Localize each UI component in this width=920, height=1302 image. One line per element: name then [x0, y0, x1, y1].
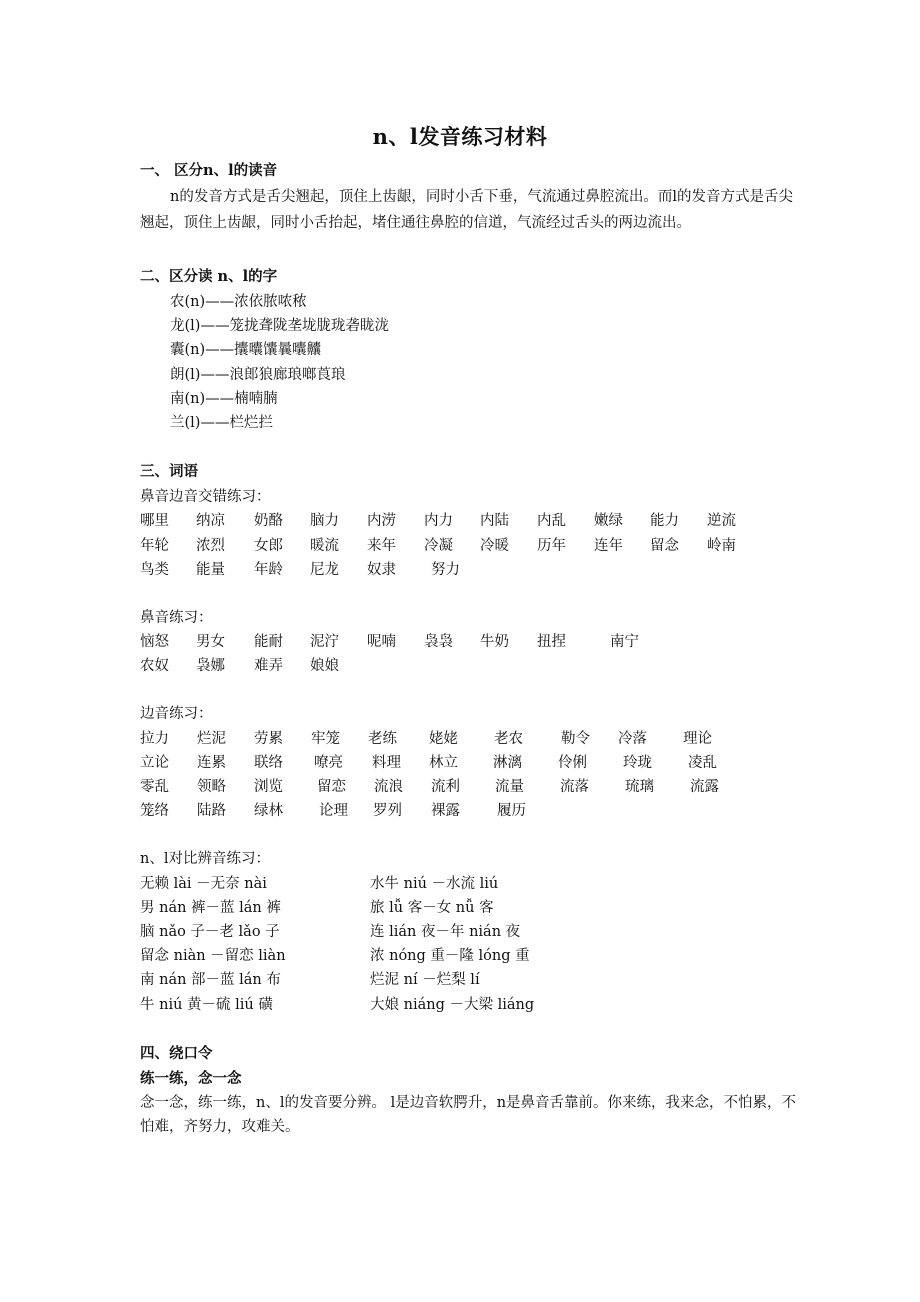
word: 尼龙 — [310, 561, 339, 578]
word: 玲珑 — [623, 754, 652, 771]
word: 罗列 — [373, 803, 402, 820]
word: 流浪 — [374, 779, 403, 795]
contrast-row — [140, 944, 800, 968]
word-row — [140, 775, 800, 799]
word: 恼怒 — [140, 634, 169, 651]
word: 来年 — [367, 537, 396, 554]
contrast-right: 浓 nóng 重－隆 lóng 重 — [370, 948, 530, 965]
word: 流露 — [690, 779, 719, 795]
word: 能量 — [196, 561, 225, 578]
word: 奶酪 — [254, 513, 283, 530]
word: 内乱 — [537, 513, 566, 530]
word: 留念 — [650, 537, 679, 554]
word-row — [140, 654, 800, 678]
contrast-row — [140, 920, 800, 944]
word: 浏览 — [254, 779, 283, 795]
contrast-right: 旅 lǚ 客－女 nǚ 客 — [370, 899, 494, 916]
tongue-twister-text: 念一念，练一练，n、l的发音要分辨。 l是边音软腭升，n是鼻音舌靠前。你来练，我来念，不怕累，不怕难，齐努力，攻难关。 — [140, 1094, 797, 1135]
word: 努力 — [431, 561, 460, 578]
char-group-line: 囊(n)——攮囔馕曩囔齉 — [170, 342, 322, 359]
word: 流利 — [431, 779, 460, 795]
word: 男女 — [196, 634, 225, 651]
word: 纳凉 — [196, 513, 225, 530]
word: 岭南 — [707, 537, 736, 554]
word: 冷落 — [618, 730, 647, 747]
word: 女郎 — [254, 537, 283, 554]
char-group-line: 兰(l)——栏烂拦 — [170, 414, 273, 431]
contrast-practice-label: n、l对比辨音练习： — [140, 851, 270, 868]
word: 逆流 — [707, 513, 736, 530]
word-row — [140, 799, 800, 823]
word: 内陆 — [480, 513, 509, 530]
word: 老练 — [368, 730, 397, 747]
word: 论理 — [319, 803, 348, 820]
word: 扭捏 — [537, 634, 566, 651]
contrast-row — [140, 993, 800, 1017]
word: 流量 — [495, 779, 524, 795]
word: 内涝 — [367, 513, 396, 530]
word: 笼络 — [140, 803, 169, 820]
word: 奴隶 — [367, 561, 396, 578]
word: 鸟类 — [140, 561, 169, 578]
word: 勒令 — [561, 730, 590, 747]
word: 连累 — [197, 754, 226, 771]
word: 烂泥 — [197, 730, 226, 747]
contrast-left: 南 nán 部－蓝 lán 布 — [140, 972, 281, 989]
word: 呢喃 — [367, 634, 396, 651]
contrast-right: 水牛 niú －水流 liú — [370, 875, 499, 892]
char-group-line: 农(n)——浓依脓哝秾 — [170, 294, 307, 310]
word: 领略 — [197, 779, 226, 795]
word: 能耐 — [254, 634, 283, 651]
word: 陆路 — [197, 803, 226, 820]
word: 老农 — [494, 730, 523, 747]
section-3-heading: 三、词语 — [140, 463, 198, 481]
contrast-left: 牛 niú 黄－硫 liú 磺 — [140, 996, 273, 1013]
word: 拉力 — [140, 730, 169, 747]
word: 嫩绿 — [594, 513, 623, 530]
word: 脑力 — [310, 513, 339, 530]
word: 难弄 — [254, 658, 283, 675]
word: 内力 — [424, 513, 453, 530]
contrast-right: 烂泥 ní －烂梨 lí — [370, 972, 480, 989]
contrast-left: 无赖 lài －无奈 nài — [140, 875, 267, 892]
section-1-text: n的发音方式是舌尖翘起，顶住上齿龈，同时小舌下垂，气流通过鼻腔流出。而l的发音方式是舌尖翘起，顶住上齿龈，同时小舌抬起，堵住通往鼻腔的信道，气流经过舌头的两边流出。 — [140, 189, 793, 231]
nasal-practice-label: 鼻音练习： — [140, 609, 213, 626]
word: 联络 — [254, 754, 283, 771]
word: 立论 — [140, 754, 169, 771]
word: 农奴 — [140, 658, 169, 675]
page-title: n、l发音练习材料 — [372, 124, 548, 149]
document-body — [140, 158, 800, 1139]
word-row — [140, 751, 800, 775]
word: 裸露 — [431, 803, 460, 820]
word-row — [140, 534, 800, 558]
mixed-practice-label: 鼻音边音交错练习： — [140, 489, 271, 506]
section-2-heading: 二、区分读 n、l的字 — [140, 268, 278, 285]
word: 袅娜 — [196, 658, 225, 675]
contrast-row — [140, 872, 800, 896]
char-group-line: 朗(l)——浪郎狼廊琅啷莨琅 — [170, 366, 346, 383]
contrast-right: 大娘 niáng －大梁 liáng — [370, 996, 535, 1013]
contrast-row — [140, 896, 800, 920]
word: 流落 — [560, 779, 589, 795]
word: 哪里 — [140, 513, 169, 530]
contrast-left: 留念 niàn －留恋 liàn — [140, 948, 286, 965]
word: 料理 — [372, 754, 401, 771]
word: 履历 — [497, 803, 526, 820]
word: 凌乱 — [688, 754, 717, 771]
word-row — [140, 727, 800, 751]
word: 南宁 — [610, 634, 639, 651]
word: 留恋 — [317, 779, 346, 795]
word: 连年 — [594, 537, 623, 554]
word: 淋漓 — [493, 754, 522, 771]
word: 牢笼 — [311, 730, 340, 747]
word: 劳累 — [254, 730, 283, 747]
char-group-line: 南(n)——楠喃腩 — [170, 390, 278, 407]
word: 年轮 — [140, 537, 169, 554]
word: 袅袅 — [424, 634, 453, 651]
word-row — [140, 558, 800, 582]
contrast-left: 脑 nǎo 子－老 lǎo 子 — [140, 923, 280, 940]
lateral-practice-label: 边音练习： — [140, 706, 213, 723]
word: 嘹亮 — [314, 754, 343, 771]
word: 娘娘 — [310, 658, 339, 675]
word: 理论 — [683, 730, 712, 747]
char-group-line: 龙(l)——笼拢聋陇垄垅胧珑砻眬泷 — [170, 318, 389, 335]
word: 琉璃 — [625, 779, 654, 795]
word-row — [140, 630, 800, 654]
word: 伶俐 — [558, 754, 587, 771]
word: 零乱 — [140, 779, 169, 795]
word: 能力 — [650, 513, 679, 530]
word: 浓烈 — [196, 537, 225, 554]
contrast-right: 连 lián 夜－年 nián 夜 — [370, 923, 521, 940]
word: 牛奶 — [480, 634, 509, 651]
word: 冷凝 — [424, 537, 453, 554]
word: 冷暖 — [480, 537, 509, 554]
word: 泥泞 — [310, 634, 339, 651]
contrast-row — [140, 968, 800, 992]
tongue-twister-title: 练一练，念一念 — [140, 1069, 242, 1087]
word: 年龄 — [254, 561, 283, 578]
word: 绿林 — [254, 803, 283, 820]
word: 姥姥 — [429, 730, 458, 747]
section-1-heading: 一、 区分n、l的读音 — [140, 162, 278, 179]
section-4-heading: 四、绕口令 — [140, 1044, 213, 1062]
word-row — [140, 509, 800, 533]
word: 暖流 — [310, 537, 339, 554]
word: 林立 — [429, 754, 458, 771]
contrast-left: 男 nán 裤－蓝 lán 裤 — [140, 899, 281, 916]
word: 历年 — [537, 537, 566, 554]
